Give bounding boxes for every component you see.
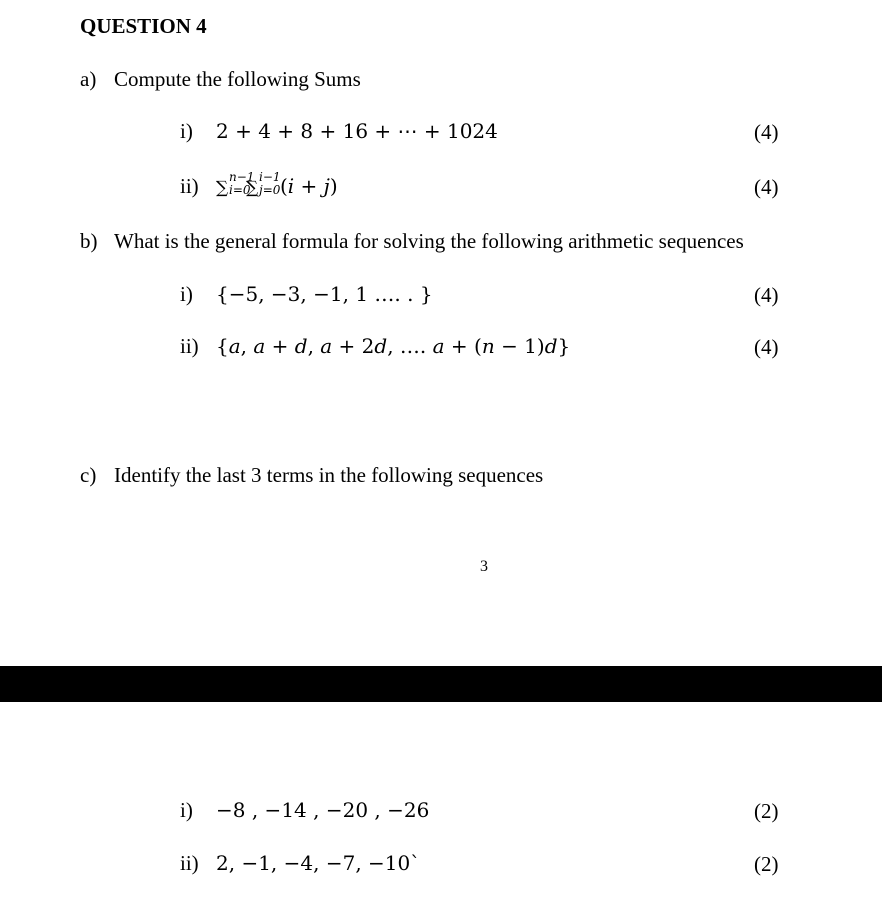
sigma-inner-lower-limit: j=0 [259, 183, 281, 197]
part-a-item-ii-label: ii) [180, 174, 199, 198]
part-b-item-i-marks: (4) [754, 283, 779, 307]
page-break-band [0, 666, 882, 702]
page-number: 3 [480, 558, 488, 575]
part-b-item-i-expression: {−5, −3, −1, 1 …. . } [216, 282, 433, 306]
sigma-outer: ∑ [216, 178, 229, 198]
part-b-prompt-text: What is the general formula for solving the following arithmetic sequences [114, 229, 744, 253]
part-b-item-ii-expression: {𝑎, 𝑎 + 𝑑, 𝑎 + 2𝑑, …. 𝑎 + (𝑛 − 1)𝑑} [216, 334, 571, 358]
part-c-item-ii-expression: 2, −1, −4, −7, −10` [216, 851, 421, 875]
part-c-label: c) [80, 463, 97, 487]
part-a-item-i-label: i) [180, 119, 193, 143]
part-c-item-i [180, 798, 429, 823]
part-c-item-i-expression: −8 , −14 , −20 , −26 [216, 798, 430, 822]
part-b-item-ii-marks: (4) [754, 335, 779, 359]
question-title: QUESTION 4 [80, 14, 207, 38]
part-b-item-i-label: i) [180, 282, 193, 306]
part-a-label: a) [80, 67, 97, 91]
summand: (𝑖 + 𝑗) [280, 174, 338, 198]
part-a-item-ii-marks: (4) [754, 175, 779, 199]
part-c-item-i-label: i) [180, 798, 193, 822]
sigma-inner: ∑ [246, 178, 259, 198]
part-a-prompt-text: Compute the following Sums [114, 67, 361, 91]
part-a-item-ii [180, 170, 338, 199]
part-a-item-i [180, 119, 498, 144]
part-c-item-ii-label: ii) [180, 851, 199, 875]
part-a-item-i-expression: 2 + 4 + 8 + 16 + ⋯ + 1024 [216, 119, 498, 143]
sigma-outer-upper-limit: n−1 [229, 170, 255, 184]
part-a-item-ii-expression [216, 170, 338, 198]
sigma-inner-upper-limit: i−1 [259, 170, 281, 184]
part-c-item-ii-marks: (2) [754, 852, 779, 876]
sigma-outer-lower-limit: i=0 [229, 183, 251, 197]
part-a-prompt [80, 67, 361, 92]
part-c-prompt [80, 463, 543, 488]
part-c-item-i-marks: (2) [754, 799, 779, 823]
part-c-prompt-text: Identify the last 3 terms in the following sequences [114, 463, 544, 487]
part-b-item-i [180, 282, 433, 307]
part-c-item-ii [180, 851, 420, 876]
part-b-item-ii [180, 334, 570, 359]
part-b-label: b) [80, 229, 98, 253]
part-a-item-i-marks: (4) [754, 120, 779, 144]
part-b-item-ii-label: ii) [180, 334, 199, 358]
part-b-prompt [80, 229, 744, 254]
